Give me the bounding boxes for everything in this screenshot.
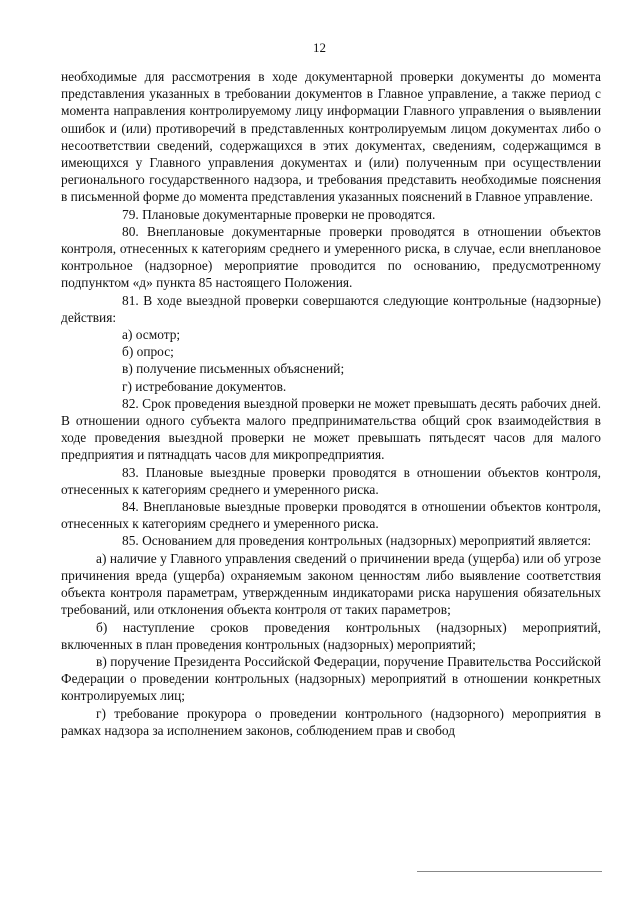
page-number: 12 — [313, 40, 326, 55]
document-body — [61, 68, 601, 739]
paragraph-continuation: необходимые для рассмотрения в ходе документарной проверки документы до момента представления указанных в требовании документов в Главное управление, а также период с момента направления контролируемому лицу информации Главного управления о выявлении ошибок и (или) противоречий в представленных контролируемым лицом документах либо о несоответствии сведений, содержащихся в этих документах, сведениям, содержащимся в имеющихся у Главного управления документах и (или) полученным при осуществлении регионального государственного надзора, и требования представить необходимые пояснения в письменной форме до момента представления указанных пояснений в Главное управление. — [61, 69, 601, 205]
paragraph-83: 83. Плановые выездные проверки проводятся в отношении объектов контроля, отнесенных к категориям среднего и умеренного риска. — [61, 464, 601, 497]
subitem-85-v: в) поручение Президента Российской Федерации, поручение Правительства Российской Федерации о проведении контрольных (надзорных) мероприятий в отношении конкретных контролируемых лиц; — [61, 653, 601, 704]
paragraph-82: 82. Срок проведения выездной проверки не может превышать десять рабочих дней. В отношении одного субъекта малого предпринимательства общий срок взаимодействия в ходе проведения выездной проверки не может превышать пятьдесят часов для малого предприятия и пятнадцать часов для микропредприятия. — [61, 395, 601, 463]
paragraph-79: 79. Плановые документарные проверки не проводятся. — [122, 206, 436, 222]
list-item-a: а) осмотр; — [122, 327, 181, 343]
footer-divider — [417, 871, 602, 872]
paragraph-81: 81. В ходе выездной проверки совершаются следующие контрольные (надзорные) действия: — [61, 292, 601, 325]
list-item-b: б) опрос; — [122, 344, 174, 360]
subitem-85-a: а) наличие у Главного управления сведений о причинении вреда (ущерба) или об угрозе причинения вреда (ущерба) охраняемым законом ценностям либо выявление соответствия объекта контроля параметрам, утвержденным индикаторами риска нарушения обязательных требований, или отклонения объекта контроля от таких параметров; — [61, 550, 601, 618]
list-item-v: в) получение письменных объяснений; — [122, 361, 345, 377]
paragraph-84: 84. Внеплановые выездные проверки проводятся в отношении объектов контроля, отнесенных к категориям среднего и умеренного риска. — [61, 499, 601, 532]
paragraph-80: 80. Внеплановые документарные проверки проводятся в отношении объектов контроля, отнесенных к категориям среднего и умеренного риска, в случае, если внеплановое контрольное (надзорное) мероприятие проводится по основанию, предусмотренному подпунктом «д» пункта 85 настоящего Положения. — [61, 223, 601, 291]
subitem-85-g: г) требование прокурора о проведении контрольного (надзорного) мероприятия в рамках надзора за исполнением законов, соблюдением прав и свобод — [61, 705, 601, 738]
list-item-g: г) истребование документов. — [122, 378, 287, 394]
subitem-85-b: б) наступление сроков проведения контрольных (надзорных) мероприятий, включенных в план проведения контрольных (надзорных) мероприятий; — [61, 619, 601, 652]
paragraph-85: 85. Основанием для проведения контрольных (надзорных) мероприятий является: — [122, 533, 592, 549]
